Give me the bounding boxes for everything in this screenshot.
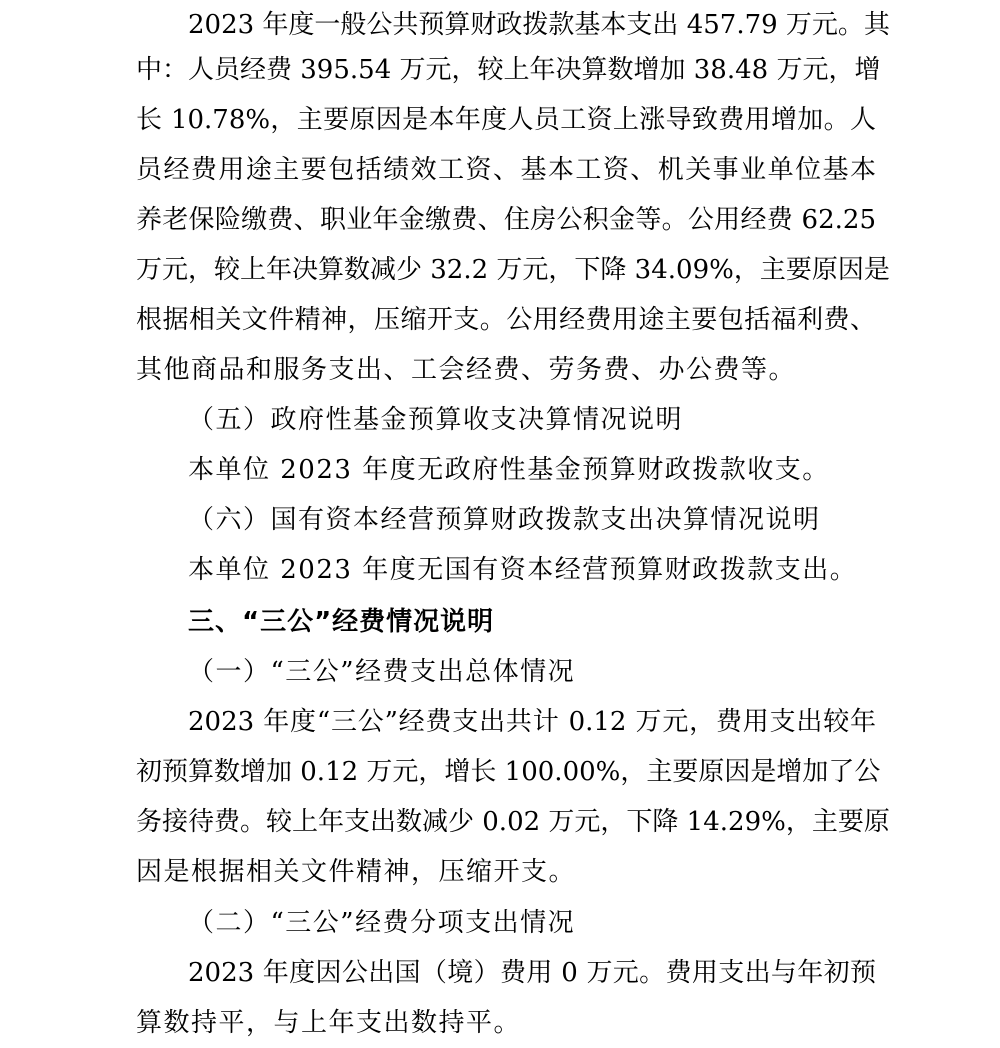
paragraph-line: 本单位 2023 年度无国有资本经营预算财政拨款支出。 [188,555,858,585]
paragraph-line: 其他商品和服务支出、工会经费、劳务费、办公费等。 [136,355,797,385]
paragraph-line: 算数持平，与上年支出数持平。 [136,1008,522,1038]
section-heading: （一）“三公”经费支出总体情况 [188,657,576,687]
paragraph-line: 根据相关文件精神，压缩开支。公用经费用途主要包括福利费、 [136,305,876,335]
paragraph-line: 2023 年度一般公共预算财政拨款基本支出 457.79 万元。其 [188,10,890,40]
paragraph-line: 中：人员经费 395.54 万元，较上年决算数增加 38.48 万元，增 [136,55,881,85]
paragraph-line: 员经费用途主要包括绩效工资、基本工资、机关事业单位基本 [136,155,876,185]
paragraph-line: 万元，较上年决算数减少 32.2 万元，下降 34.09%，主要原因是 [136,255,890,285]
paragraph-line: 养老保险缴费、职业年金缴费、住房公积金等。公用经费 62.25 [136,205,876,235]
paragraph-line: 初预算数增加 0.12 万元，增长 100.00%，主要原因是增加了公 [136,757,881,787]
paragraph-line: 2023 年度因公出国（境）费用 0 万元。费用支出与年初预 [188,958,876,988]
paragraph-line: 本单位 2023 年度无政府性基金预算财政拨款收支。 [188,455,830,485]
section-heading: （六）国有资本经营预算财政拨款支出决算情况说明 [188,505,821,535]
section-heading: （五）政府性基金预算收支决算情况说明 [188,405,684,435]
paragraph-line: 务接待费。较上年支出数减少 0.02 万元，下降 14.29%，主要原 [136,807,890,837]
paragraph-line: 因是根据相关文件精神，压缩开支。 [136,857,577,887]
paragraph-line: 长 10.78%，主要原因是本年度人员工资上涨导致费用增加。人 [136,105,876,135]
section-heading: （二）“三公”经费分项支出情况 [188,908,576,938]
paragraph-line: 2023 年度“三公”经费支出共计 0.12 万元，费用支出较年 [188,707,876,737]
chapter-heading: 三、“三公”经费情况说明 [188,607,495,637]
